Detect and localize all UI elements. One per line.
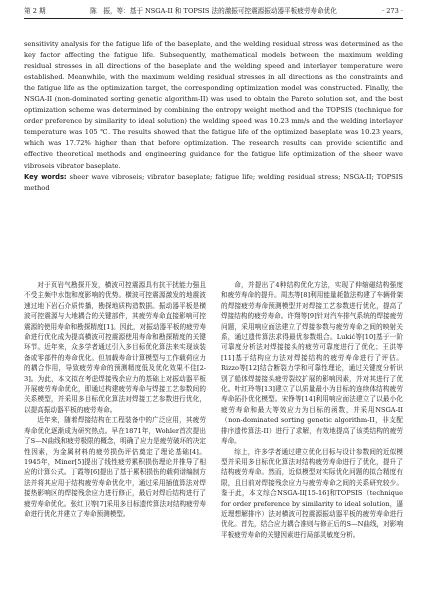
running-header	[24, 5, 403, 19]
english-abstract	[24, 39, 403, 194]
body-paragraph: 命，并提出了4种结构优化方法，实现了伸缩磁结构强度和疲劳寿命的提升。周杰等[8]利用能量耗散法构建了车辆骨架的焊接疲劳寿命预测模型并对焊接工艺参数进行优化，提高了焊接结构的疲劳寿命。许翔等[9]针对汽车排气系统的焊接疲劳问题，采用响应面法建立了焊接参数与疲劳寿命之间的映射关系，通过遗传算法求得最优参数组合。Lukić等[10]基于一阶可靠度分析法对焊接接头的疲劳可靠度进行了优化；王洪等[11]基于结构应力法对焊接结构的疲劳寿命进行了评估。Rizzo等[12]结合断裂力学和可靠性理论，通过关键度分析识别了船体焊接接头疲劳裂纹扩展的影响因素，并对其进行了优化。叶红玲等[13]建立了以质量最小为目标的连续体结构疲劳寿命拓扑优化模型。宋铮等[14]利用响应面法建立了以最小化疲劳寿命和最大等效应力为目标的函数，并采用NSGA-II（non-dominated sorting genetic algorithm-II，非支配排序遗传算法-II）进行了求解，有效地提高了该类结构的疲劳寿命。	[221, 281, 403, 446]
keywords-text: sheer wave vibroseis; vibrator baseplate; fatigue life; welding residual stress; NSGA-II; TOPSIS method	[24, 172, 403, 192]
running-title: 陈 振，等：基于 NSGA-II 和 TOPSIS 法的激振可控震源振动器平板疲劳寿命优化	[90, 7, 337, 15]
issue-number: 第 2 期	[24, 7, 46, 15]
abstract-body: sensitivity analysis for the fatigue life of the baseplate, and the welding residual stress was determined as the key factor affecting the fatigue life. Subsequently, mathematical models between the maximum welding residual stresses in all directions of the baseplate and the welding speed and interlayer temperature were established. Meanwhile, with the maximum welding residual stresses in all directions as the constraints and the fatigue life as the optimization target, the corresponding optimization model was constructed. Finally, the NSGA-II (non-dominated sorting genetic algorithm-II) was used to obtain the Pareto solution set, and the best optimization scheme was determined by combining the entropy weight method and the TOPSIS (technique for order preference by similarity to ideal solution) the welding speed was 10.23 mm/s and the welding interlayer temperature was 105 ℃. The results showed that the fatigue life of the optimized baseplate was 10.23 years, which was 17.72% higher than that before optimization. The research results can provide scientific and effective theoretical methods and engineering guidance for the fatigue life optimization of the sheer wave vibroseis vibrator baseplate.	[24, 40, 403, 170]
body-paragraph: 对于页岩气勘探开发，横波可控震源具有抗干扰能力强且不受主频中水饱和度影响的优势。横波可控震源激发的地震波速过地下岩石介质传播，勘探地质构造数据。振动器平板是横波可控震源与大地耦合的关键部件，其疲劳寿命直接影响可控震源的使用寿命和勘探精度[1]。因此，对振动器平板的疲劳寿命进行优化成为提高横波可控震源使用寿命和勘探精度的关键环节。近年来，众多学者通过引入多目标优化算法来实现该装备或零部件的寿命优化。但加载寿命计算模型与工作载荷应力的耦合作用，导致疲劳寿命的预测精度低及优化效果不佳[2-3]。为此，本文拟在考虑焊接残余应力的基础上对振动器平板开展疲劳寿命优化，即通过构建疲劳寿命与焊接工艺参数间的关系模型，并采用多目标优化算法对焊接工艺参数进行优化，以提高振动器平板的疲劳寿命。	[24, 281, 206, 414]
keywords-label: Key words:	[24, 172, 67, 181]
body-paragraph: 综上，许多学者通过建立优化目标与设计参数间的近似模型并采用多目标优化算法对结构疲劳寿命进行了优化，提升了结构疲劳寿命。然而，近似模型对实际优化问题的拟合精度有限，且目前对焊接残余应力与疲劳寿命之间的关系研究较少。鉴于此，本文综合NSGA-II[15-16]和TOPSIS（technique for order preference by similarity to ideal solution，逼近理想解排序）法对横波可控震源振动器平板的疲劳寿命进行优化。首先，结合应力耦合准则与修正后的S—N曲线，对影响平板疲劳寿命的关键因素进行局部灵敏度分析。	[221, 447, 403, 539]
page-number: · 273 ·	[382, 7, 403, 15]
left-column	[24, 280, 206, 519]
right-column	[221, 280, 403, 540]
body-paragraph: 近年来，随着焊接结构在工程装备中的广泛应用，其疲劳寿命优化逐渐成为研究热点。早在1871年，Wohler首次提出了S—N曲线和疲劳极限的概念，明确了应力是疲劳破坏的决定性因素，为金属材料的疲劳损伤评估奠定了理论基础[4]。1945年，Miner[5]提出了线性疲劳累积损伤理论并推导了相应的计算公式。丁霞等[6]提出了基于累积损伤的载荷谱编制方法并将其应用于结构疲劳寿命优化中，通过采用插值算法对焊接热影响区的焊接残余应力进行修正，最后对焊后结构进行了疲劳寿命优化。张红卫等[7]采用多目标遗传算法对结构疲劳寿命进行优化并建立了寿命预测模型。	[24, 416, 206, 518]
keywords-line	[24, 172, 403, 194]
